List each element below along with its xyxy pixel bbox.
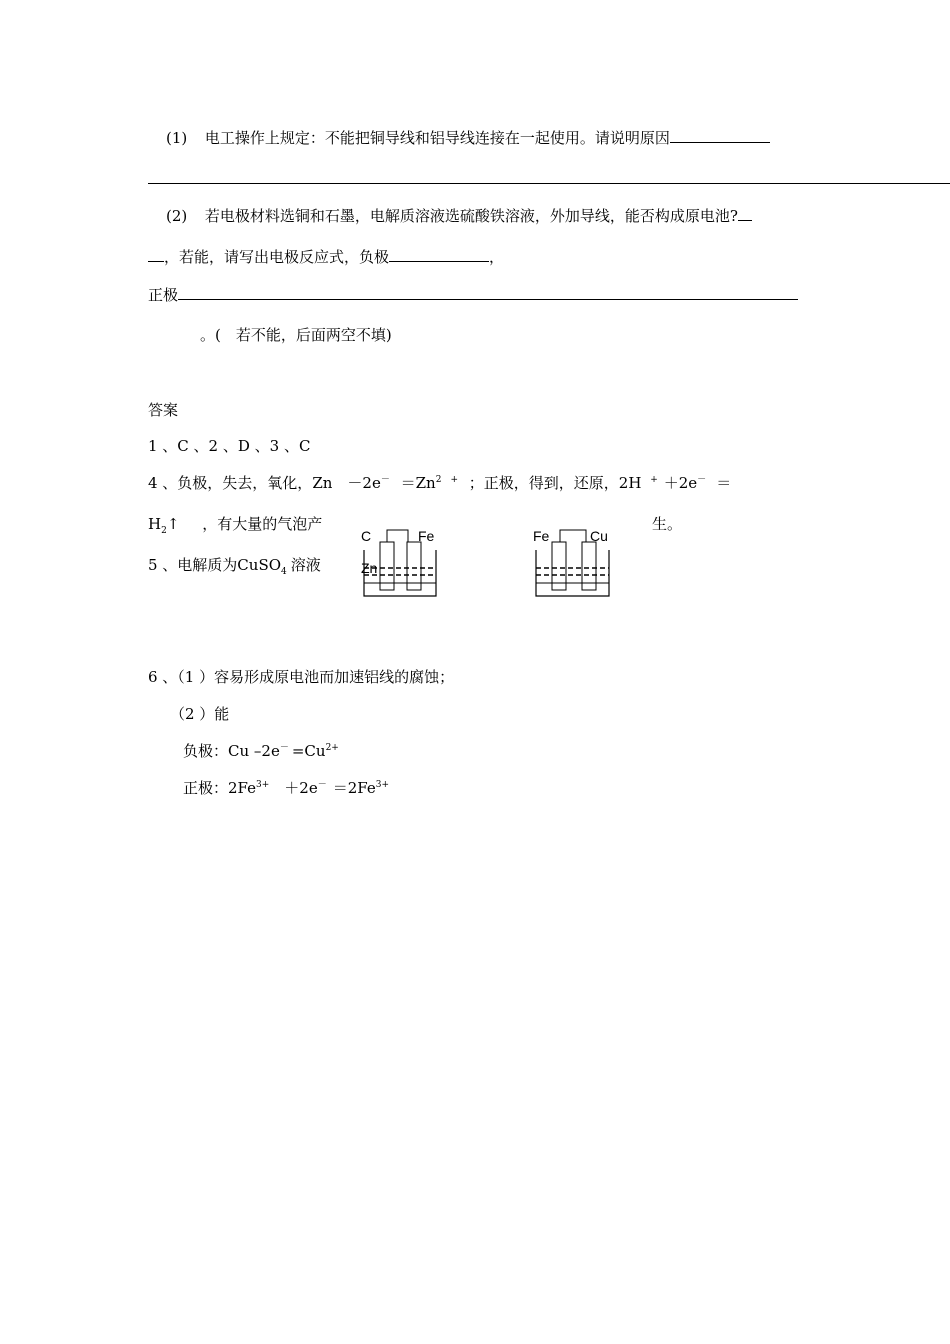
answer-4-end: 生。 — [652, 515, 683, 533]
question-1-number: (1) — [166, 129, 188, 147]
question-1-text: 电工操作上规定：不能把铜导线和铝导线连接在一起使用。请说明原因 — [204, 129, 670, 147]
answer-4-part: ＋2e — [663, 474, 698, 492]
superscript: － — [279, 743, 289, 753]
subscript: 2 — [161, 526, 167, 536]
cell-1-left-electrode: C — [361, 528, 372, 544]
question-2 — [166, 206, 752, 226]
cell-1-right-electrode: Fe — [418, 528, 435, 544]
superscript: 2 + — [435, 475, 458, 485]
question-2-continued-text: ，若能，请写出电极反应式，负极 — [164, 248, 390, 266]
answer-1-3: 1 、C 、2 、D 、3 、C — [148, 437, 311, 455]
answer-6-part-2: （2 ）能 — [170, 705, 230, 723]
answer-6-part-1: 6 、（1 ）容易形成原电池而加速铝线的腐蚀； — [148, 668, 455, 686]
answer-line — [148, 183, 950, 184]
superscript: 3+ — [375, 780, 390, 790]
answer-4-part: H — [148, 515, 162, 533]
question-2-continued — [148, 247, 504, 267]
answer-5 — [148, 555, 321, 575]
negative-electrode-blank — [389, 247, 489, 262]
answers-heading: 答案 — [148, 401, 179, 419]
answer-6-part: ＝2Fe — [332, 779, 376, 797]
gas-arrow-icon: ↑ — [166, 515, 180, 533]
positive-electrode-label: 正极 — [148, 286, 179, 304]
superscript: － — [697, 475, 707, 485]
superscript: + — [650, 475, 658, 485]
cell-1-bottom-label: Zn — [361, 560, 378, 576]
answer-6-part: 正极：2Fe — [183, 779, 257, 797]
answer-4-part: ＝Zn — [400, 474, 436, 492]
question-note: 。( 若不能，后面两空不填) — [200, 326, 392, 344]
comma: ， — [489, 248, 505, 266]
answer-4-part: ；正极，得到，还原，2H — [468, 474, 642, 492]
answer-blank — [148, 247, 164, 262]
answer-4-part: ＝ — [716, 474, 732, 492]
positive-electrode-row — [148, 285, 798, 305]
answer-6-part: =Cu — [291, 742, 326, 760]
cell-2-right-electrode: Cu — [590, 528, 608, 544]
answer-4-part: ，有大量的气泡产 — [202, 515, 323, 533]
answer-5-part: 溶液 — [290, 556, 321, 574]
answer-blank — [738, 206, 752, 221]
answer-6-part: ＋2e — [269, 779, 318, 797]
superscript: 3+ — [256, 780, 270, 790]
question-1 — [166, 128, 770, 148]
question-2-text: 若电极材料选铜和石墨，电解质溶液选硫酸铁溶液，外加导线，能否构成原电池? — [204, 207, 738, 225]
answer-blank — [670, 128, 770, 143]
answer-6-negative — [183, 741, 339, 761]
question-2-number: (2) — [166, 207, 188, 225]
answer-6-positive — [183, 778, 389, 798]
answer-4 — [148, 473, 731, 493]
answer-5-part: 5 、电解质为CuSO — [148, 556, 282, 574]
answer-4-part: 4 、负极，失去，氧化，Zn －2e — [148, 474, 381, 492]
subscript: 4 — [281, 567, 287, 577]
superscript: 2+ — [325, 743, 339, 753]
answer-6-part: 负极：Cu –2e — [183, 742, 280, 760]
superscript: － — [380, 475, 390, 485]
positive-electrode-blank — [178, 285, 798, 300]
superscript: － — [317, 780, 327, 790]
answer-4-continued — [148, 514, 322, 534]
cell-2-left-electrode: Fe — [533, 528, 550, 544]
